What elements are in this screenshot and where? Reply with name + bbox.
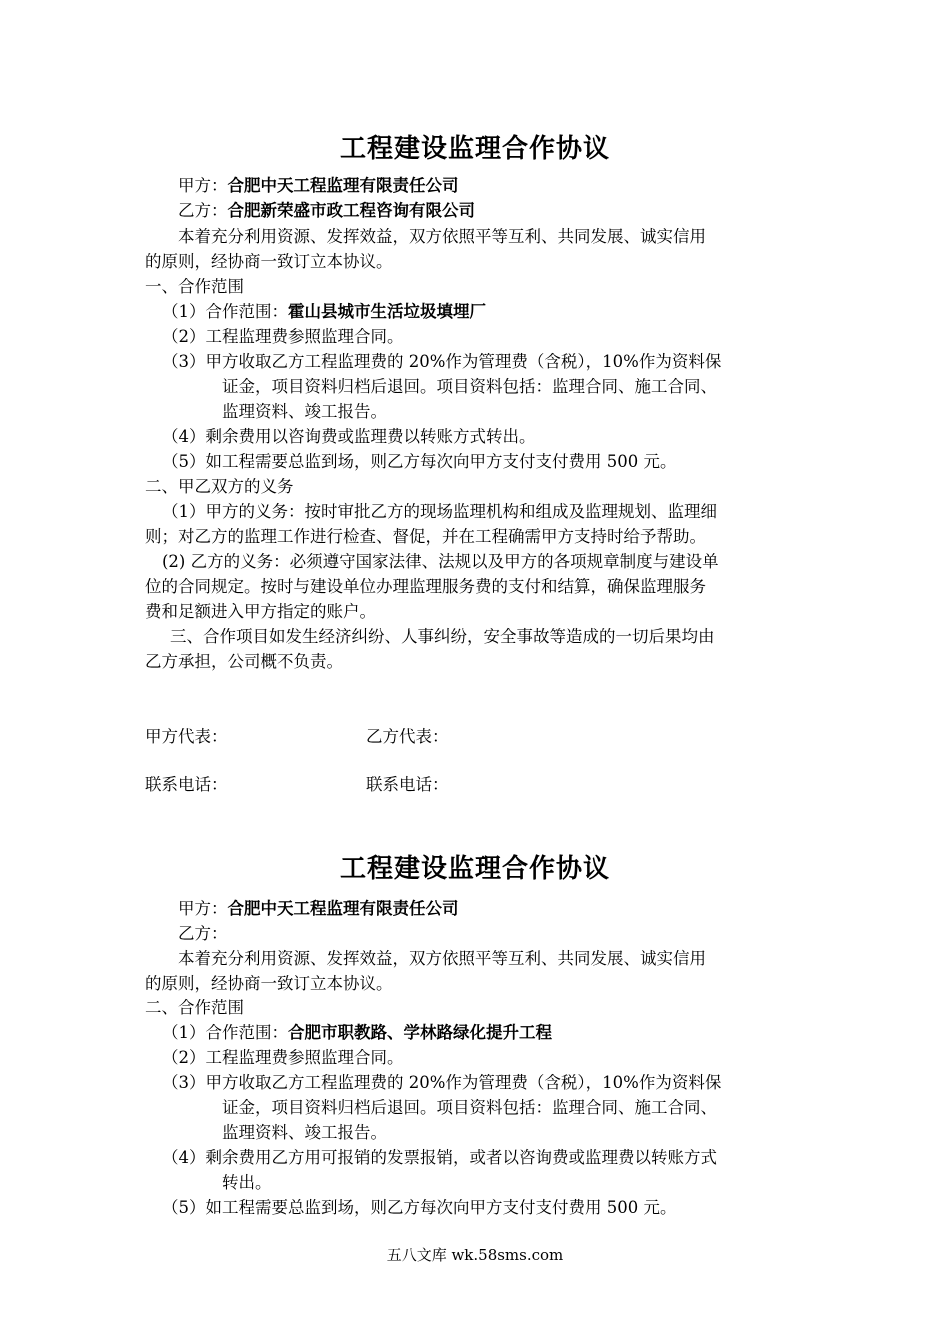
party-b-representative-label: 乙方代表：: [366, 727, 449, 746]
scope-item-cont: 证金，项目资料归档后退回。项目资料包括：监理合同、施工合同、: [222, 377, 717, 396]
party-b-name: 合肥新荣盛市政工程咨询有限公司: [227, 201, 475, 220]
duty-line: 位的合同规定。按时与建设单位办理监理服务费的支付和结算，确保监理服务: [145, 577, 706, 596]
section-paragraph: 乙方承担，公司概不负责。: [145, 652, 343, 671]
duty-line: （1）甲方的义务：按时审批乙方的现场监理机构和组成及监理规划、监理细: [162, 502, 717, 521]
document-title: 工程建设监理合作协议: [339, 134, 610, 164]
scope-item: （5）如工程需要总监到场，则乙方每次向甲方支付支付费用 500 元。: [162, 1198, 677, 1217]
intro-line: 的原则，经协商一致订立本协议。: [145, 974, 393, 993]
duty-line: 费和足额进入甲方指定的账户。: [145, 602, 376, 621]
scope-item-cont: 转出。: [222, 1173, 272, 1192]
scope-item: （2）工程监理费参照监理合同。: [162, 1048, 404, 1067]
scope-item: （2）工程监理费参照监理合同。: [162, 327, 404, 346]
duty-line: (2) 乙方的义务：必须遵守国家法律、法规以及甲方的各项规章制度与建设单: [162, 552, 719, 571]
intro-line: 本着充分利用资源、发挥效益，双方依照平等互利、共同发展、诚实信用: [178, 949, 706, 968]
party-a-line: [178, 897, 459, 921]
section-heading: 二、合作范围: [145, 998, 244, 1017]
scope-item: [162, 300, 486, 324]
party-b-line: [178, 199, 475, 223]
party-a-line: [178, 174, 459, 198]
scope-item-label: （1）合作范围：: [162, 302, 288, 321]
scope-item-cont: 监理资料、竣工报告。: [222, 1123, 387, 1142]
duty-line: 则；对乙方的监理工作进行检查、督促，并在工程确需甲方支持时给予帮助。: [145, 527, 706, 546]
scope-item-value: 霍山县城市生活垃圾填埋厂: [288, 302, 486, 321]
section-paragraph: 三、合作项目如发生经济纠纷、人事纠纷，安全事故等造成的一切后果均由: [170, 627, 715, 646]
party-b-line: 乙方：: [178, 924, 228, 943]
party-a-label: 甲方：: [178, 899, 228, 918]
scope-item-cont: 证金，项目资料归档后退回。项目资料包括：监理合同、施工合同、: [222, 1098, 717, 1117]
party-a-name: 合肥中天工程监理有限责任公司: [227, 176, 459, 195]
scope-item-cont: 监理资料、竣工报告。: [222, 402, 387, 421]
document-title: 工程建设监理合作协议: [339, 854, 610, 884]
scope-item: （4）剩余费用乙方用可报销的发票报销，或者以咨询费或监理费以转账方式: [162, 1148, 717, 1167]
intro-line: 本着充分利用资源、发挥效益，双方依照平等互利、共同发展、诚实信用: [178, 227, 706, 246]
party-a-name: 合肥中天工程监理有限责任公司: [227, 899, 459, 918]
scope-item-label: （1）合作范围：: [162, 1023, 288, 1042]
party-a-label: 甲方：: [178, 176, 228, 195]
party-a-representative-label: 甲方代表：: [145, 727, 228, 746]
scope-item: [162, 1021, 552, 1045]
scope-item: （4）剩余费用以咨询费或监理费以转账方式转出。: [162, 427, 536, 446]
scope-item: （5）如工程需要总监到场，则乙方每次向甲方支付支付费用 500 元。: [162, 452, 677, 471]
section-heading: 一、合作范围: [145, 277, 244, 296]
footer-watermark: 五八文库 wk.58sms.com: [386, 1246, 564, 1264]
scope-item: （3）甲方收取乙方工程监理费的 20%作为管理费（含税），10%作为资料保: [162, 1073, 722, 1092]
section-heading: 二、甲乙双方的义务: [145, 477, 294, 496]
scope-item: （3）甲方收取乙方工程监理费的 20%作为管理费（含税），10%作为资料保: [162, 352, 722, 371]
party-a-phone-label: 联系电话：: [145, 775, 228, 794]
party-b-label: 乙方：: [178, 201, 228, 220]
party-b-phone-label: 联系电话：: [366, 775, 449, 794]
intro-line: 的原则，经协商一致订立本协议。: [145, 252, 393, 271]
scope-item-value: 合肥市职教路、学林路绿化提升工程: [288, 1023, 552, 1042]
